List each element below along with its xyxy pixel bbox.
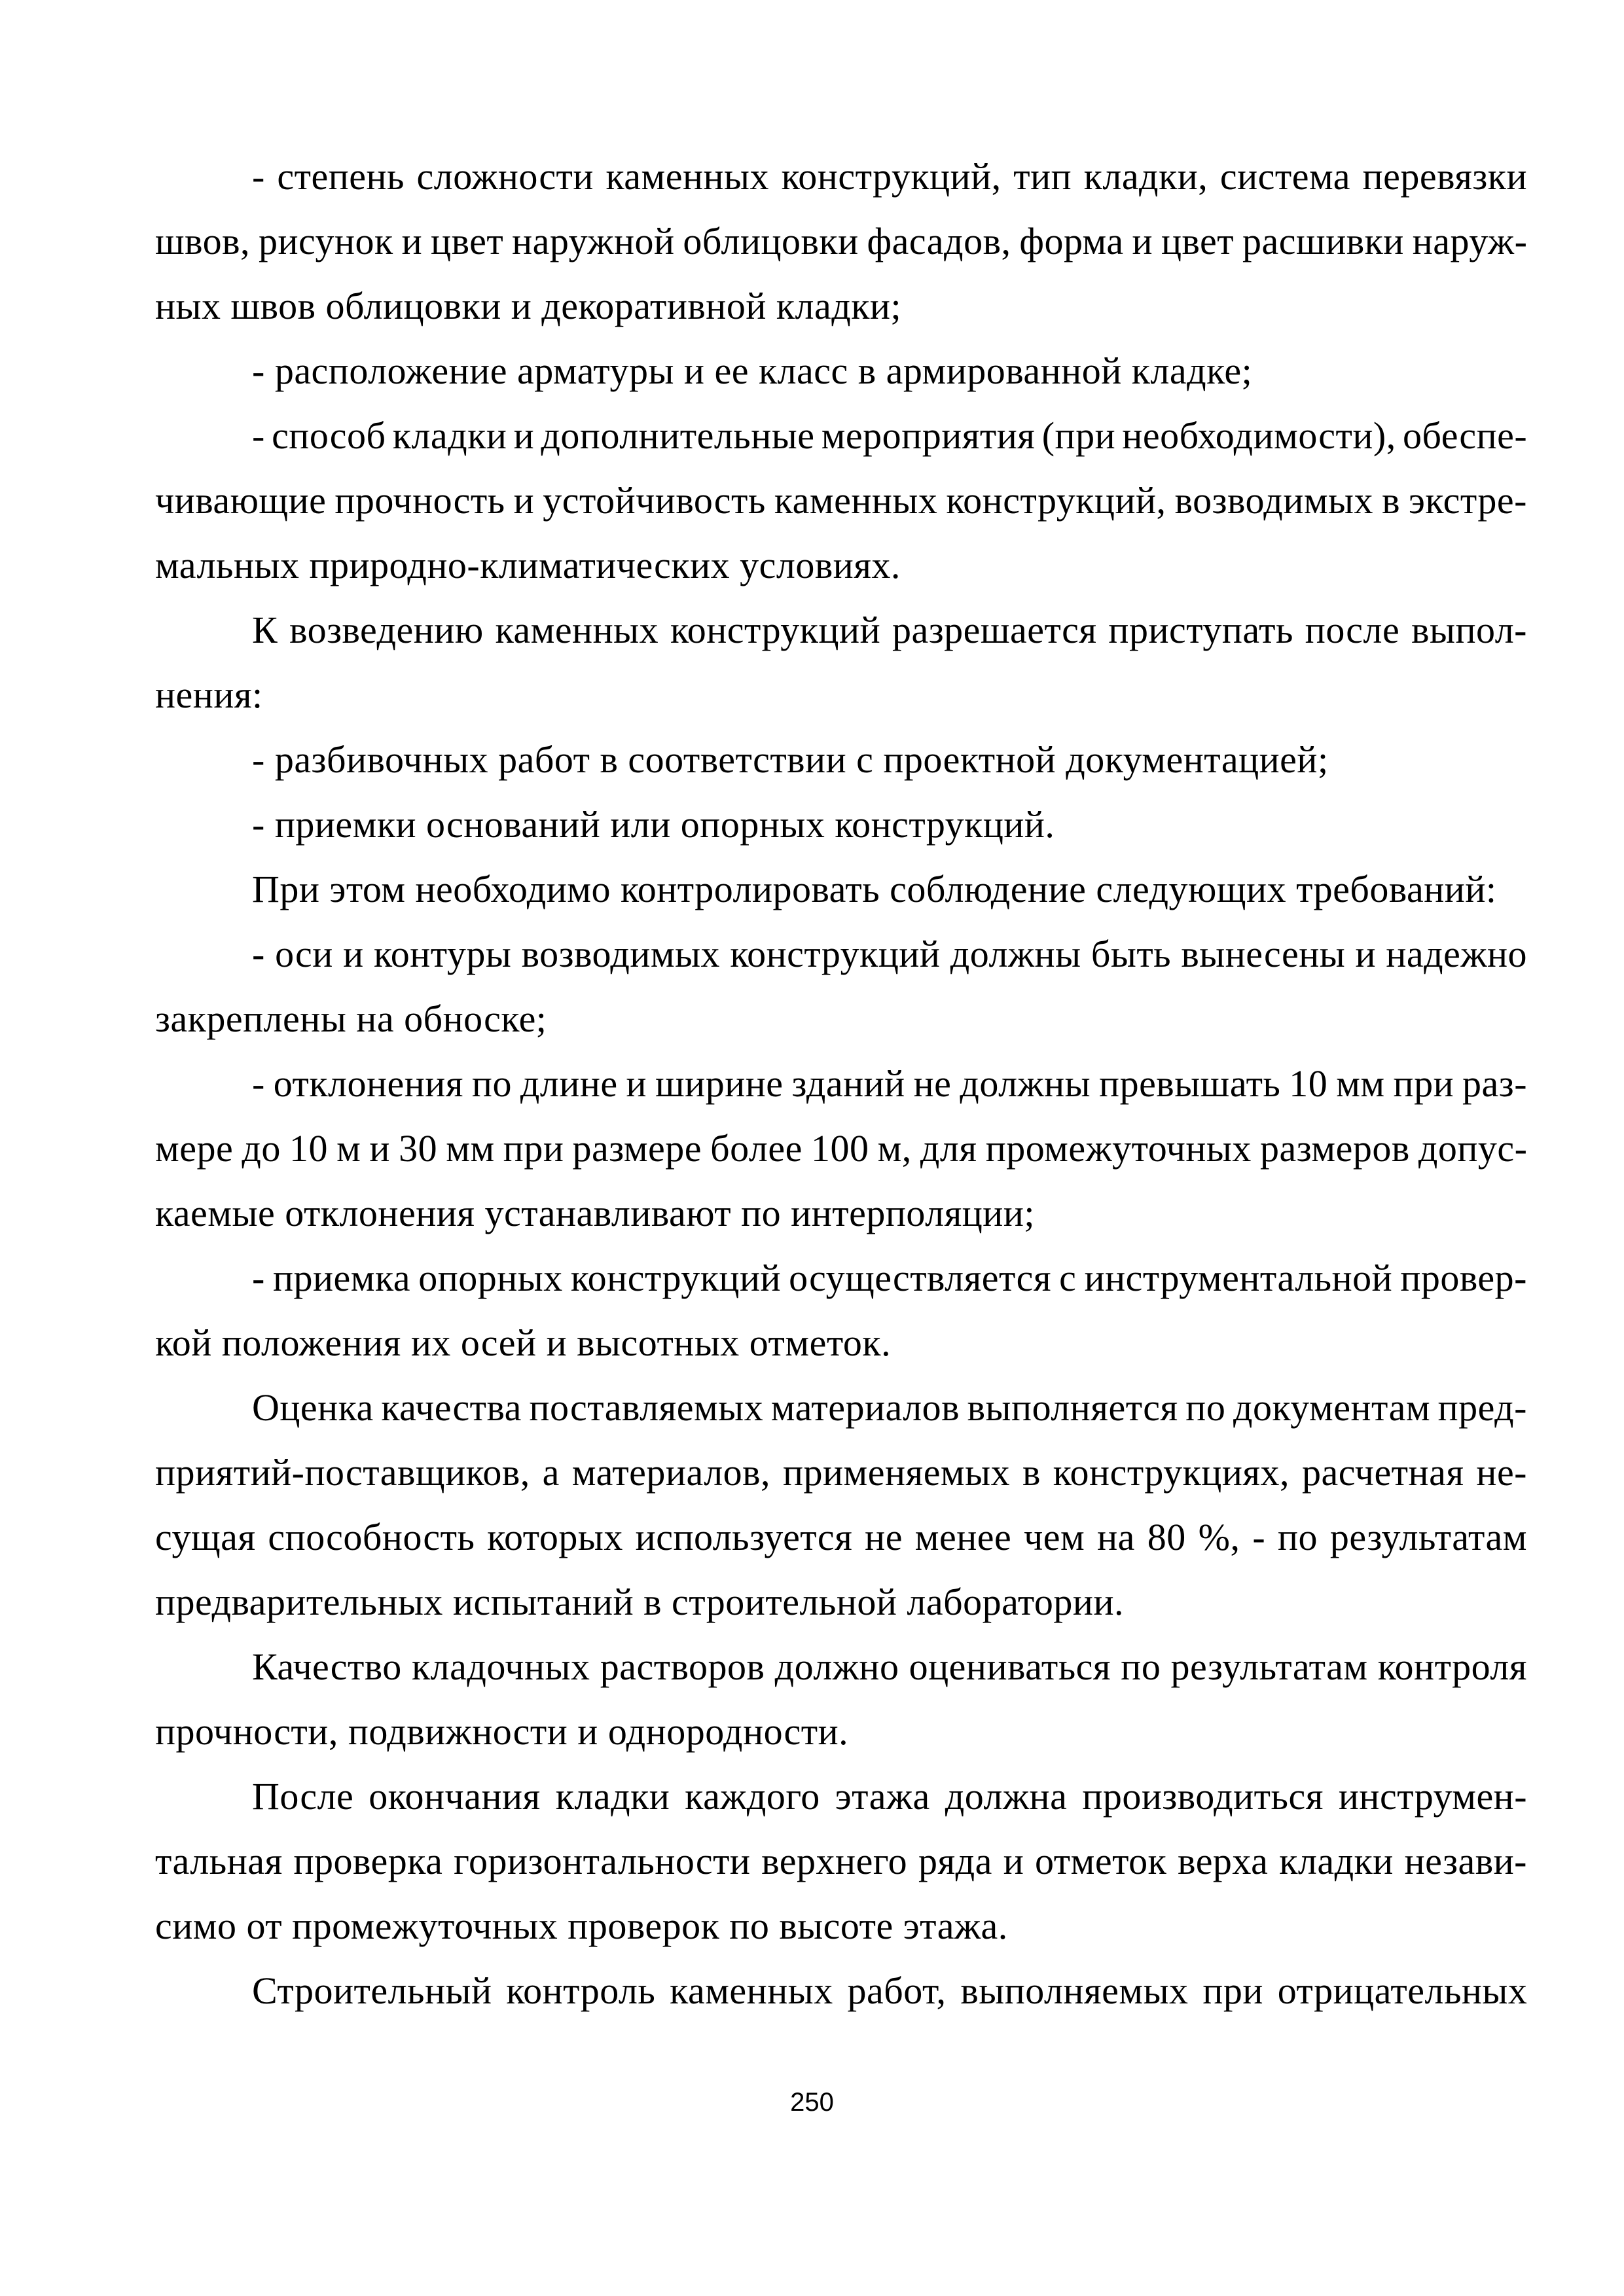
text-line: - отклонения по длине и ширине зданий не должны превышать 10 мм при раз- (252, 1062, 1528, 1105)
text-line: При этом необходимо контролировать соблюдение следующих требований: (252, 868, 1497, 910)
text-line: - степень сложности каменных конструкций, тип кладки, система перевязки (252, 155, 1527, 198)
text-line: Оценка качества поставляемых материалов выполняется по документам пред- (252, 1386, 1527, 1429)
page-number: 250 (790, 2088, 834, 2117)
text-line: - расположение арматуры и ее класс в армированной кладке; (252, 350, 1253, 392)
text-line: После окончания кладки каждого этажа должна производиться инструмен- (252, 1775, 1528, 1818)
text-line: нения: (155, 673, 263, 716)
text-line: Качество кладочных растворов должно оцениваться по результатам контроля (252, 1645, 1527, 1688)
text-line: К возведению каменных конструкций разрешается приступать после выпол- (252, 609, 1527, 651)
text-line: - оси и контуры возводимых конструкций должны быть вынесены и надежно (252, 933, 1527, 975)
text-line: тальная проверка горизонтальности верхнего ряда и отметок верха кладки незави- (155, 1840, 1527, 1882)
text-line: закреплены на обноске; (155, 997, 547, 1040)
text-line: сущая способность которых используется не менее чем на 80 %, - по результатам (155, 1516, 1527, 1558)
text-line: Строительный контроль каменных работ, выполняемых при отрицательных (252, 1969, 1528, 2012)
text-line: кой положения их осей и высотных отметок. (155, 1321, 892, 1364)
text-line: ных швов облицовки и декоративной кладки; (155, 285, 902, 327)
text-line: прочности, подвижности и однородности. (155, 1710, 849, 1753)
text-line: каемые отклонения устанавливают по интерполяции; (155, 1192, 1035, 1234)
text-line: мере до 10 м и 30 мм при размере более 100 м, для промежуточных размеров допус- (155, 1127, 1528, 1170)
text-line: предварительных испытаний в строительной лаборатории. (155, 1581, 1125, 1623)
text-line: приятий-поставщиков, а материалов, применяемых в конструкциях, расчетная не- (155, 1451, 1527, 1494)
text-line: - разбивочных работ в соответствии с проектной документацией; (252, 738, 1329, 781)
text-line: мальных природно-климатических условиях. (155, 544, 901, 586)
text-line: - приемки оснований или опорных конструкций. (252, 803, 1055, 846)
page-body (155, 144, 1527, 2023)
text-line: чивающие прочность и устойчивость каменных конструкций, возводимых в экстре- (155, 479, 1527, 522)
text-line: симо от промежуточных проверок по высоте этажа. (155, 1905, 1008, 1947)
text-line: швов, рисунок и цвет наружной облицовки фасадов, форма и цвет расшивки наруж- (155, 220, 1528, 262)
text-line: - приемка опорных конструкций осуществляется с инструментальной провер- (252, 1257, 1527, 1299)
text-line: - способ кладки и дополнительные мероприятия (при необходимости), обеспе- (252, 414, 1528, 457)
text-block (155, 144, 1527, 2023)
